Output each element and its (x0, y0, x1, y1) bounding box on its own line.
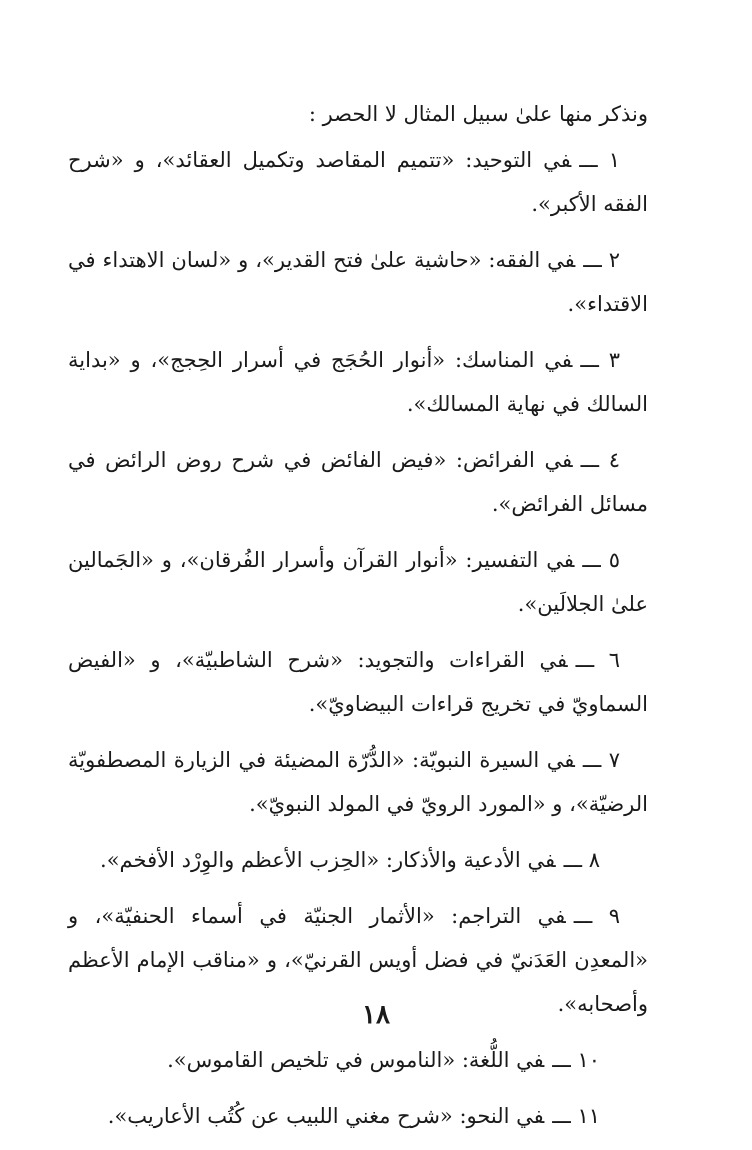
list-item (68, 438, 648, 526)
list-item (68, 138, 648, 226)
list-item (68, 838, 648, 882)
body-text (68, 92, 648, 1150)
item-number: ١ ـــ (579, 148, 620, 172)
list-item (68, 738, 648, 826)
list-item (68, 338, 648, 426)
item-text: في المناسك: «أنوار الحُجَج في أسرار الحِجج»، و «بداية السالك في نهاية المسالك». (68, 348, 648, 416)
item-number: ٢ ـــ (583, 248, 620, 272)
item-text: في الأدعية والأذكار: «الحِزب الأعظم والوِرْد الأفخم». (100, 848, 556, 872)
list-item (68, 538, 648, 626)
item-number: ١٠ ـــ (552, 1048, 600, 1072)
list-item (68, 1038, 648, 1082)
item-number: ٦ ـــ (575, 648, 620, 672)
item-text: في اللُّغة: «الناموس في تلخيص القاموس». (167, 1048, 545, 1072)
item-text: في القراءات والتجويد: «شرح الشاطبيّة»، و «الفيض السماويّ في تخريج قراءات البيضاويّ». (68, 648, 648, 716)
item-number: ٩ ـــ (573, 904, 620, 928)
item-text: في الفقه: «حاشية علىٰ فتح القدير»، و «لسان الاهتداء في الاقتداء». (68, 248, 648, 316)
intro-line: ونذكر منها علىٰ سبيل المثال لا الحصر : (308, 102, 648, 126)
page-number: ١٨ (362, 1000, 390, 1030)
item-number: ٣ ـــ (580, 348, 620, 372)
item-number: ١١ ـــ (552, 1104, 600, 1128)
item-text: في التوحيد: «تتميم المقاصد وتكميل العقائد»، و «شرح الفقه الأكبر». (68, 148, 648, 216)
list-item (68, 1094, 648, 1138)
item-text: في الفرائض: «فيض الفائض في شرح روض الرائض في مسائل الفرائض». (68, 448, 648, 516)
item-number: ٥ ـــ (582, 548, 620, 572)
item-text: في السيرة النبويّة: «الدُّرّة المضيئة في الزيارة المصطفويّة الرضيّة»، و «المورد الرويّ في المولد النبويّ». (68, 748, 648, 816)
list-item (68, 238, 648, 326)
item-text: في النحو: «شرح مغني اللبيب عن كُتُب الأعاريب». (107, 1104, 545, 1128)
item-text: في التفسير: «أنوار القرآن وأسرار الفُرقان»، و «الجَمالين علىٰ الجلالَين». (68, 548, 648, 616)
item-text: في التراجم: «الأثمار الجنيّة في أسماء الحنفيّة»، و «المعدِن العَدَنيّ في فضل أويس القرنيّ»، و «مناقب الإمام الأعظم وأصحابه». (68, 904, 648, 1016)
item-number: ٤ ـــ (580, 448, 620, 472)
item-number: ٨ ـــ (563, 848, 600, 872)
list-item (68, 638, 648, 726)
item-number: ٧ ـــ (582, 748, 620, 772)
